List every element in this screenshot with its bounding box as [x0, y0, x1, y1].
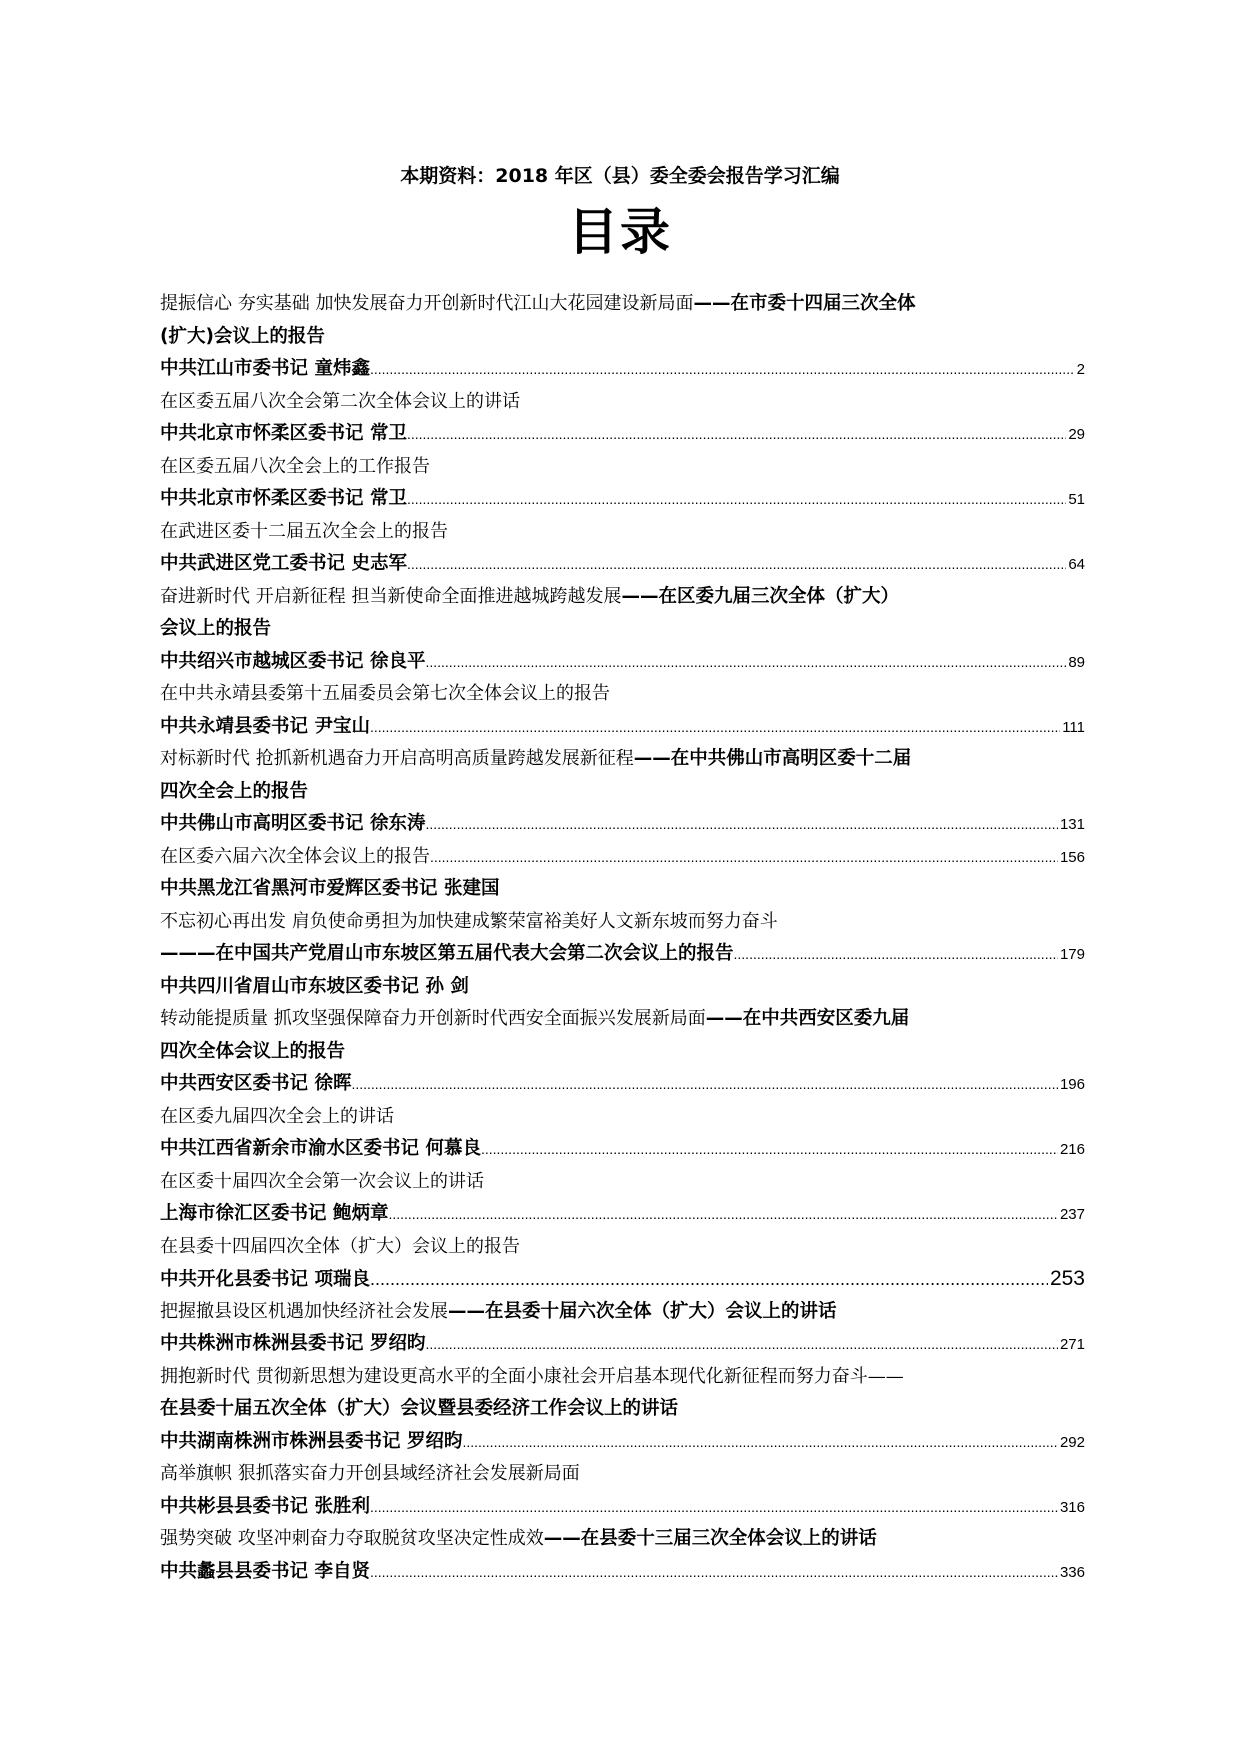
- toc-author-line: [160, 1263, 1085, 1296]
- toc-author-line: [160, 353, 1085, 386]
- toc-subtitle: ——在市委十四届三次全体: [693, 293, 916, 314]
- toc-title-line: [160, 1166, 1085, 1199]
- page-number: 292: [1059, 1433, 1085, 1451]
- toc-title-line: [160, 1393, 1085, 1426]
- toc-entry-text: 中共江山市委书记 童炜鑫: [160, 358, 370, 379]
- toc-author-line: [160, 938, 1085, 971]
- toc-title-line: [160, 1361, 1085, 1394]
- toc-entry: [160, 516, 1085, 581]
- toc-title-line: [160, 678, 1085, 711]
- toc-title: 拥抱新时代 贯彻新思想为建设更高水平的全面小康社会开启基本现代化新征程而努力奋斗——: [160, 1365, 904, 1387]
- toc-author-line: [160, 418, 1085, 451]
- dot-leader: [370, 1491, 1058, 1524]
- toc-subtitle: ——在县委十届六次全体（扩大）会议上的讲话: [448, 1300, 837, 1322]
- toc-title-line: [160, 516, 1085, 549]
- toc-author-line: 中共四川省眉山市东坡区委书记 孙 剑: [160, 975, 469, 997]
- dot-leader: [370, 1556, 1058, 1589]
- toc-title: 在区委五届八次全会上的工作报告: [160, 455, 430, 477]
- toc-entry-text: 中共绍兴市越城区委书记 徐良平: [160, 650, 426, 672]
- toc-entry-text: 中共永靖县委书记 尹宝山: [160, 715, 370, 737]
- dot-leader: [388, 1198, 1058, 1231]
- toc-title-line: [160, 321, 1085, 354]
- dot-leader: [425, 1328, 1058, 1361]
- toc-entry: [160, 1003, 1085, 1101]
- toc-entry-text: 中共株洲市株洲县委书记 罗绍昀: [160, 1333, 426, 1354]
- toc-entry-text: 中共北京市怀柔区委书记 常卫: [160, 423, 407, 444]
- toc-title-line: [160, 1296, 1085, 1329]
- toc-author-line: [160, 646, 1085, 679]
- toc-title-line: [160, 1036, 1085, 1069]
- toc-entry-text: 中共开化县委书记 项瑞良: [160, 1269, 370, 1290]
- toc-title: 提振信心 夯实基础 加快发展奋力开创新时代江山大花园建设新局面: [160, 293, 694, 314]
- toc-author-line: [160, 483, 1085, 516]
- toc-title: 转动能提质量 抓攻坚强保障奋力开创新时代西安全面振兴发展新局面: [160, 1008, 706, 1029]
- toc-subtitle: ——在县委十三届三次全体会议上的讲话: [543, 1528, 877, 1549]
- toc-entry-text: ———在中国共产党眉山市东坡区第五届代表大会第二次会议上的报告: [160, 943, 734, 964]
- page-number: 156: [1059, 848, 1085, 866]
- page-number: 336: [1059, 1563, 1085, 1581]
- page-number: 253: [1049, 1267, 1085, 1290]
- toc-entry: [160, 1231, 1085, 1296]
- toc-title-line: [160, 1523, 1085, 1556]
- dot-leader: [370, 1263, 1048, 1296]
- dot-leader: [734, 938, 1058, 971]
- toc-title-line: [160, 613, 1085, 646]
- page-header: 本期资料：2018 年区（县）委全委会报告学习汇编: [400, 165, 840, 187]
- toc-entry: [160, 451, 1085, 516]
- toc-title-line: [160, 906, 1085, 939]
- page-number: 316: [1059, 1498, 1085, 1516]
- toc-author-line: [160, 1426, 1085, 1459]
- toc-title-line: [160, 841, 1085, 874]
- toc-title: 在区委十届四次全会第一次会议上的讲话: [160, 1170, 484, 1192]
- toc-entry: [160, 906, 1085, 1004]
- page-number: 216: [1059, 1141, 1085, 1158]
- toc-subtitle: (扩大)会议上的报告: [160, 325, 325, 347]
- toc-subtitle: ——在中共佛山市高明区委十二届: [633, 748, 912, 769]
- toc-entry: [160, 386, 1085, 451]
- toc-title-line: [160, 1231, 1085, 1264]
- toc-title-line: [160, 386, 1085, 419]
- toc-entry-text: 中共北京市怀柔区委书记 常卫: [160, 488, 407, 509]
- page-number: 51: [1068, 491, 1085, 508]
- dot-leader: [481, 1133, 1058, 1166]
- toc-author-line: [160, 808, 1085, 841]
- toc-author-line: [160, 1556, 1085, 1589]
- toc-entry: [160, 1361, 1085, 1459]
- toc-entry-text: 上海市徐汇区委书记 鲍炳章: [160, 1203, 389, 1224]
- toc-author-line: [160, 1133, 1085, 1166]
- toc-author-line: [160, 548, 1085, 581]
- page-number: 179: [1059, 946, 1085, 963]
- toc-title: 强势突破 攻坚冲刺奋力夺取脱贫攻坚决定性成效: [160, 1528, 544, 1549]
- dot-leader: [430, 841, 1058, 874]
- toc-entry: [160, 1166, 1085, 1231]
- toc-entry: [160, 288, 1085, 386]
- toc-title-line: [160, 743, 1085, 776]
- dot-leader: [425, 646, 1066, 679]
- page-number: 111: [1062, 718, 1085, 736]
- toc-subtitle: 在县委十届五次全体（扩大）会议暨县委经济工作会议上的讲话: [160, 1398, 679, 1419]
- dot-leader: [370, 353, 1075, 386]
- toc-entry: [160, 1101, 1085, 1166]
- page-number: 2: [1076, 361, 1085, 378]
- toc-title-line: [160, 1003, 1085, 1036]
- dot-leader: [462, 1426, 1058, 1459]
- toc-entry: [160, 678, 1085, 743]
- toc-entry: [160, 1523, 1085, 1588]
- toc-title: 高举旗帜 狠抓落实奋力开创县域经济社会发展新局面: [160, 1463, 580, 1484]
- toc-title: 不忘初心再出发 肩负使命勇担为加快建成繁荣富裕美好人文新东坡而努力奋斗: [160, 910, 778, 932]
- toc-entry-text: 中共彬县县委书记 张胜利: [160, 1495, 370, 1517]
- page-title: 目录: [568, 203, 672, 261]
- toc-title: 在武进区委十二届五次全会上的报告: [160, 520, 448, 542]
- toc-entry-text: 在区委六届六次全体会议上的报告: [160, 845, 430, 867]
- toc-title-line: [160, 581, 1085, 614]
- toc-entry-text: 中共湖南株洲市株洲县委书记 罗绍昀: [160, 1430, 463, 1452]
- table-of-contents: [160, 288, 1085, 1588]
- dot-leader: [407, 483, 1066, 516]
- toc-subtitle: ——在中共西安区委九届: [705, 1008, 910, 1029]
- toc-title-line: [160, 776, 1085, 809]
- toc-author-line: [160, 1328, 1085, 1361]
- toc-title: 在中共永靖县委第十五届委员会第七次全体会议上的报告: [160, 683, 610, 704]
- toc-subtitle: 四次全体会议上的报告: [160, 1040, 346, 1062]
- toc-title-line: [160, 451, 1085, 484]
- toc-title: 对标新时代 抢抓新机遇奋力开启高明高质量跨越发展新征程: [160, 748, 634, 769]
- toc-entry: [160, 841, 1085, 906]
- page-number: 89: [1068, 653, 1085, 671]
- toc-title: 奋进新时代 开启新征程 担当新使命全面推进越城跨越发展: [160, 585, 622, 607]
- dot-leader: [370, 711, 1060, 744]
- toc-entry-text: 中共西安区委书记 徐晖: [160, 1073, 352, 1094]
- page-number: 271: [1059, 1336, 1085, 1353]
- toc-subtitle: 会议上的报告: [160, 618, 272, 639]
- toc-entry: [160, 1296, 1085, 1361]
- toc-author-line: [160, 1198, 1085, 1231]
- dot-leader: [407, 418, 1066, 451]
- dot-leader: [425, 808, 1058, 841]
- toc-entry: [160, 1458, 1085, 1523]
- toc-entry-text: 中共佛山市高明区委书记 徐东涛: [160, 813, 426, 834]
- page-number: 29: [1068, 426, 1085, 443]
- toc-entry: [160, 581, 1085, 679]
- page-number: 64: [1068, 556, 1085, 573]
- toc-title-line: [160, 1101, 1085, 1134]
- page-number: 196: [1059, 1076, 1085, 1093]
- toc-entry: [160, 743, 1085, 841]
- page-number: 237: [1059, 1206, 1085, 1223]
- dot-leader: [407, 548, 1066, 581]
- toc-entry-text: 中共江西省新余市渝水区委书记 何慕良: [160, 1138, 481, 1159]
- toc-title: 把握撤县设区机遇加快经济社会发展: [160, 1300, 448, 1322]
- dot-leader: [351, 1068, 1058, 1101]
- toc-subtitle: 四次全会上的报告: [160, 780, 309, 802]
- page-number: 131: [1059, 816, 1085, 833]
- toc-author-line: [160, 1491, 1085, 1524]
- toc-title-line: [160, 1458, 1085, 1491]
- toc-title: 在县委十四届四次全体（扩大）会议上的报告: [160, 1235, 520, 1257]
- toc-subtitle: ——在区委九届三次全体（扩大）: [621, 585, 899, 607]
- toc-author-line: [160, 711, 1085, 744]
- toc-title: 在区委九届四次全会上的讲话: [160, 1105, 394, 1127]
- toc-title: 在区委五届八次全会第二次全体会议上的讲话: [160, 390, 520, 412]
- toc-entry-text: 中共武进区党工委书记 史志军: [160, 553, 407, 574]
- toc-title-line: [160, 288, 1085, 321]
- toc-author-line: 中共黑龙江省黑河市爱辉区委书记 张建国: [160, 878, 500, 899]
- toc-author-line: [160, 1068, 1085, 1101]
- toc-entry-text: 中共蠡县县委书记 李自贤: [160, 1560, 370, 1582]
